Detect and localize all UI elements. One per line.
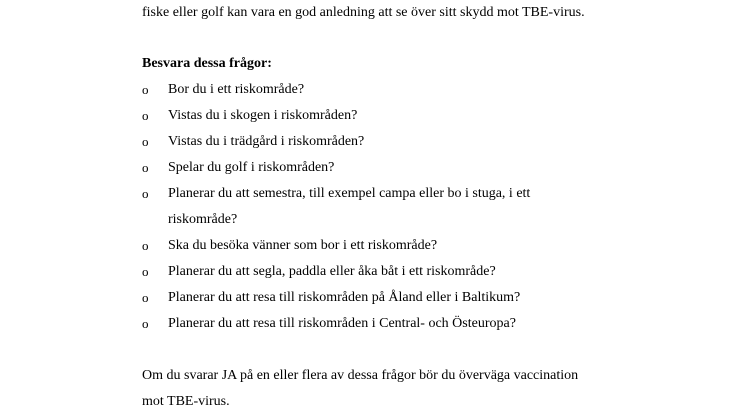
conclusion-line: Om du svarar JA på en eller flera av dessa frågor bör du överväga vaccination: [142, 368, 579, 383]
bullet-icon: o: [142, 134, 149, 149]
list-item: [142, 155, 588, 181]
question-text: Vistas du i trädgård i riskområden?: [168, 134, 365, 149]
list-item: [142, 103, 588, 129]
question-text: Planerar du att segla, paddla eller åka båt i ett riskområde?: [168, 264, 496, 279]
bullet-icon: o: [142, 238, 149, 253]
list-item: [142, 129, 588, 155]
bullet-icon: o: [142, 264, 149, 279]
question-text: Planerar du att resa till riskområden i Central- och Östeuropa?: [168, 316, 516, 331]
question-text: Ska du besöka vänner som bor i ett riskområde?: [168, 238, 438, 253]
list-item: [142, 259, 588, 285]
list-item: [142, 233, 588, 259]
bullet-icon: o: [142, 186, 149, 201]
bullet-icon: o: [142, 290, 149, 305]
question-text: Bor du i ett riskområde?: [168, 82, 305, 97]
conclusion-paragraph: [142, 363, 622, 415]
bullet-icon: o: [142, 82, 149, 97]
list-item: [142, 181, 588, 233]
question-text: Spelar du golf i riskområden?: [168, 160, 335, 175]
bullet-icon: o: [142, 160, 149, 175]
questions-heading: Besvara dessa frågor:: [142, 56, 272, 71]
bullet-icon: o: [142, 316, 149, 331]
conclusion-line: mot TBE-virus.: [142, 394, 230, 409]
list-item: [142, 77, 588, 103]
questions-list: [142, 77, 588, 337]
list-item: [142, 311, 588, 337]
question-text: Planerar du att semestra, till exempel campa eller bo i stuga, i ett riskområde?: [168, 186, 531, 227]
list-item: [142, 285, 588, 311]
intro-paragraph: fiske eller golf kan vara en god anledning att se över sitt skydd mot TBE-virus.: [142, 5, 585, 20]
question-text: Planerar du att resa till riskområden på Åland eller i Baltikum?: [168, 290, 521, 305]
question-text: Vistas du i skogen i riskområden?: [168, 108, 358, 123]
bullet-icon: o: [142, 108, 149, 123]
